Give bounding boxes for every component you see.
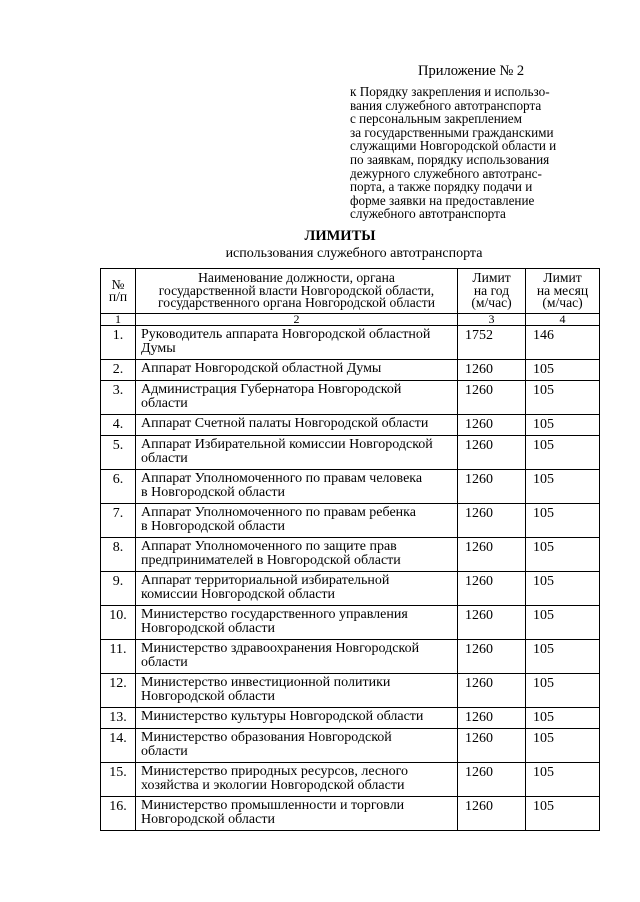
row-name-line: Министерство государственного управления (141, 607, 408, 622)
appendix-note-line: за государственными гражданскими (350, 124, 554, 140)
header-line: Лимит (543, 270, 582, 286)
appendix-note-line: к Порядку закрепления и использо- (350, 84, 550, 99)
row-year-limit: 1260 (458, 640, 526, 674)
row-number: 13. (101, 708, 136, 729)
row-name-line: Думы (141, 340, 176, 356)
appendix-note-line: с персональным закреплением (350, 111, 523, 127)
row-month-limit: 105 (526, 708, 600, 729)
table-row (101, 729, 600, 763)
row-organization-name (136, 470, 458, 504)
header-number (101, 269, 136, 314)
row-year-limit: 1260 (458, 763, 526, 797)
column-number: 4 (526, 314, 600, 326)
header-row (101, 269, 600, 314)
row-year-limit: 1752 (458, 326, 526, 360)
table-row (101, 538, 600, 572)
appendix-note-line: по заявкам, порядку использования (350, 151, 550, 167)
table-row (101, 640, 600, 674)
row-year-limit: 1260 (458, 504, 526, 538)
row-number: 12. (101, 674, 136, 708)
header-year-limit (458, 269, 526, 314)
row-name-line: Новгородской области (141, 620, 275, 636)
row-month-limit: 105 (526, 360, 600, 381)
row-year-limit: 1260 (458, 415, 526, 436)
table-row (101, 470, 600, 504)
row-name-line: предпринимателей в Новгородской области (141, 552, 401, 568)
row-organization-name (136, 640, 458, 674)
limits-table (100, 268, 600, 831)
row-name-line: Министерство промышленности и торговли (141, 798, 405, 813)
table-row (101, 572, 600, 606)
document-subtitle: использования служебного автотранспорта (225, 246, 483, 261)
row-organization-name (136, 538, 458, 572)
row-organization-name (136, 729, 458, 763)
row-organization-name (136, 708, 458, 729)
row-name-line: Новгородской области (141, 688, 275, 704)
appendix-note-line: порта, а также порядку подачи и (350, 179, 533, 195)
row-month-limit: 105 (526, 436, 600, 470)
appendix-note-line: дежурного служебного автотранс- (350, 165, 542, 181)
header-month-limit (526, 269, 600, 314)
row-number: 4. (101, 415, 136, 436)
row-month-limit: 105 (526, 415, 600, 436)
appendix-note-line: вания служебного автотранспорта (350, 97, 542, 113)
appendix-note (350, 85, 610, 221)
row-name-line: Аппарат Новгородской областной Думы (141, 361, 382, 376)
row-number: 6. (101, 470, 136, 504)
row-organization-name (136, 415, 458, 436)
column-number: 2 (136, 314, 458, 326)
row-name-line: Министерство культуры Новгородской области (141, 709, 424, 724)
row-organization-name (136, 763, 458, 797)
row-organization-name (136, 504, 458, 538)
row-number: 3. (101, 381, 136, 415)
header-line: Наименование должности, органа (198, 270, 395, 286)
header-line: (м/час) (471, 295, 512, 311)
table-row (101, 674, 600, 708)
table-row (101, 504, 600, 538)
row-year-limit: 1260 (458, 797, 526, 831)
appendix-note-line: форме заявки на предоставление (350, 192, 535, 208)
row-number: 10. (101, 606, 136, 640)
table-row (101, 797, 600, 831)
header-line: Лимит (472, 270, 511, 286)
row-name-line: комиссии Новгородской области (141, 586, 336, 602)
row-number: 11. (101, 640, 136, 674)
row-month-limit: 105 (526, 504, 600, 538)
row-organization-name (136, 326, 458, 360)
row-name-line: Аппарат территориальной избирательной (141, 573, 390, 588)
row-month-limit: 105 (526, 538, 600, 572)
document-title: ЛИМИТЫ (304, 228, 376, 244)
header-line: п/п (108, 289, 128, 304)
table-row (101, 360, 600, 381)
row-number: 16. (101, 797, 136, 831)
appendix-title: Приложение № 2 (418, 63, 525, 79)
row-year-limit: 1260 (458, 436, 526, 470)
row-number: 9. (101, 572, 136, 606)
row-name-line: области (141, 743, 188, 759)
row-year-limit: 1260 (458, 538, 526, 572)
table-row (101, 381, 600, 415)
row-organization-name (136, 674, 458, 708)
table-row (101, 415, 600, 436)
table-row (101, 763, 600, 797)
header-line: на месяц (536, 282, 589, 298)
row-name-line: Аппарат Уполномоченного по правам ребенка (141, 505, 416, 520)
row-name-line: Аппарат Счетной палаты Новгородской области (141, 416, 429, 431)
row-month-limit: 105 (526, 729, 600, 763)
row-number: 8. (101, 538, 136, 572)
row-month-limit: 105 (526, 763, 600, 797)
row-name-line: Администрация Губернатора Новгородской (141, 382, 402, 397)
row-number: 14. (101, 729, 136, 763)
table-row (101, 606, 600, 640)
row-month-limit: 105 (526, 381, 600, 415)
row-year-limit: 1260 (458, 674, 526, 708)
header-line: государственной власти Новгородской области, (158, 282, 435, 298)
row-organization-name (136, 572, 458, 606)
header-line: № (111, 276, 125, 292)
row-name-line: Министерство здравоохранения Новгородской (141, 641, 420, 656)
row-month-limit: 105 (526, 572, 600, 606)
row-year-limit: 1260 (458, 470, 526, 504)
table-row (101, 708, 600, 729)
row-name-line: области (141, 450, 188, 466)
row-name-line: Министерство природных ресурсов, лесного (141, 764, 408, 779)
table-body (101, 326, 600, 831)
row-name-line: Аппарат Уполномоченного по защите прав (141, 539, 397, 554)
row-year-limit: 1260 (458, 572, 526, 606)
table-row (101, 436, 600, 470)
column-number-row (101, 314, 600, 326)
header-line: (м/час) (542, 295, 583, 311)
row-month-limit: 105 (526, 606, 600, 640)
row-name-line: Аппарат Уполномоченного по правам человека (141, 471, 423, 486)
row-name-line: области (141, 395, 188, 411)
row-name-line: Министерство образования Новгородской (141, 730, 392, 745)
row-year-limit: 1260 (458, 606, 526, 640)
row-organization-name (136, 436, 458, 470)
row-number: 2. (101, 360, 136, 381)
row-name-line: хозяйства и экологии Новгородской области (141, 777, 405, 793)
row-month-limit: 105 (526, 640, 600, 674)
row-year-limit: 1260 (458, 381, 526, 415)
table-row (101, 326, 600, 360)
appendix-note-line: служебного автотранспорта (350, 206, 506, 222)
row-month-limit: 105 (526, 797, 600, 831)
header-line: государственного органа Новгородской области (158, 295, 435, 311)
row-name-line: в Новгородской области (141, 484, 286, 500)
appendix-note-line: служащими Новгородской области и (350, 138, 557, 154)
row-number: 5. (101, 436, 136, 470)
row-name-line: Новгородской области (141, 811, 275, 827)
row-year-limit: 1260 (458, 708, 526, 729)
row-organization-name (136, 381, 458, 415)
row-number: 7. (101, 504, 136, 538)
row-month-limit: 105 (526, 470, 600, 504)
row-name-line: Аппарат Избирательной комиссии Новгородской (141, 437, 433, 452)
row-name-line: области (141, 654, 188, 670)
row-year-limit: 1260 (458, 360, 526, 381)
row-name-line: в Новгородской области (141, 518, 286, 534)
row-organization-name (136, 606, 458, 640)
row-number: 1. (101, 326, 136, 360)
row-number: 15. (101, 763, 136, 797)
row-year-limit: 1260 (458, 729, 526, 763)
column-number: 3 (458, 314, 526, 326)
row-month-limit: 146 (526, 326, 600, 360)
row-month-limit: 105 (526, 674, 600, 708)
row-organization-name (136, 797, 458, 831)
header-name (136, 269, 458, 314)
row-organization-name (136, 360, 458, 381)
header-line: на год (473, 282, 510, 298)
column-number: 1 (101, 314, 136, 326)
row-name-line: Министерство инвестиционной политики (141, 675, 391, 690)
row-name-line: Руководитель аппарата Новгородской областной (141, 327, 431, 342)
